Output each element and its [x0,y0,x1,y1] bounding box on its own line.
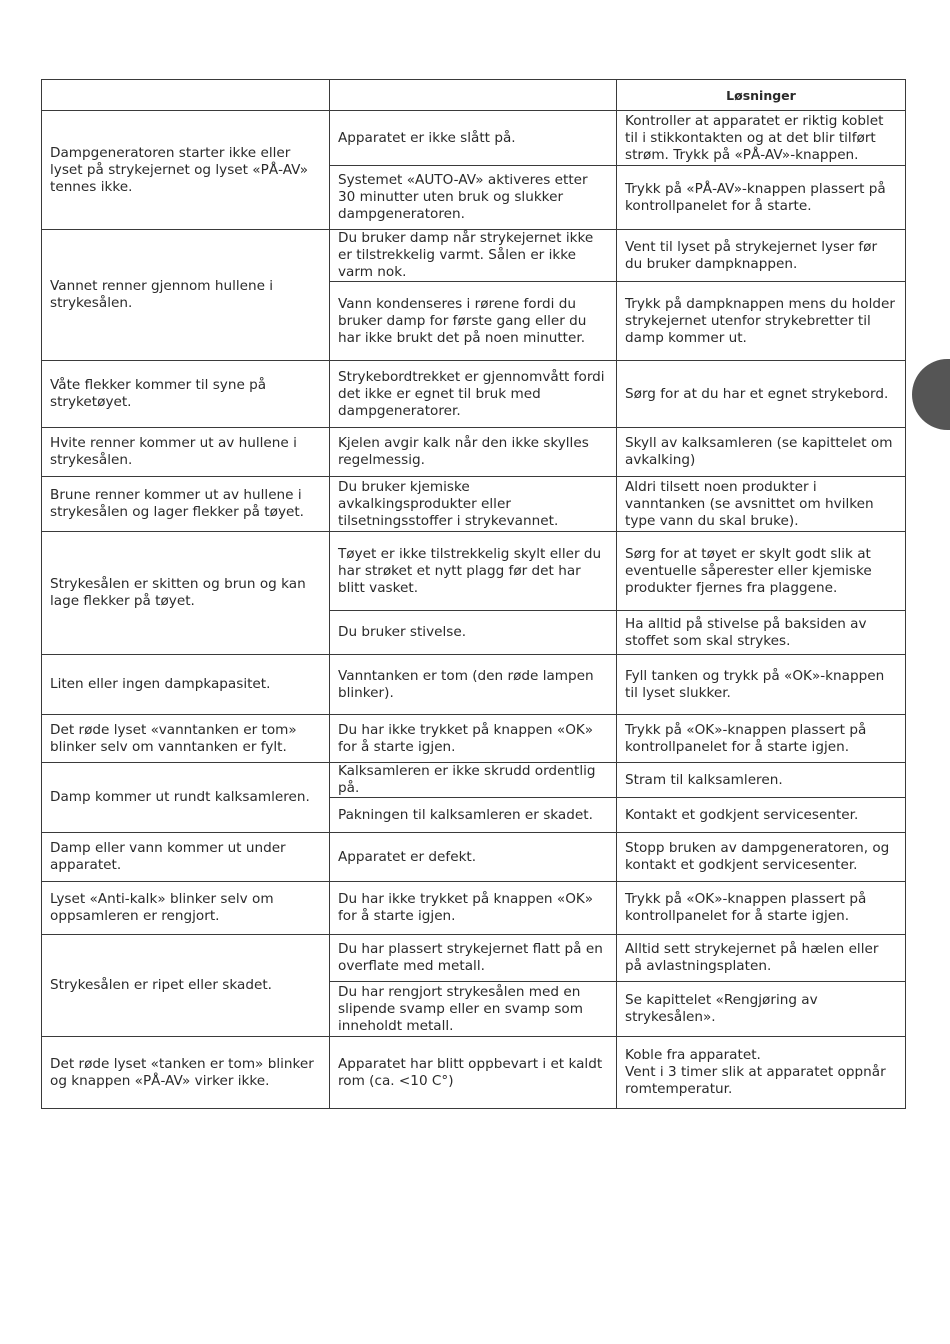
cause-cell: Du bruker kjemiske avkalkingsprodukter eller tilsetningsstoffer i strykevannet. [330,477,617,532]
solution-cell: Sørg for at tøyet er skylt godt slik at eventuelle såperester eller kjemiske produkter fjernes fra plaggene. [617,532,906,611]
solution-cell: Trykk på «OK»-knappen plassert på kontrollpanelet for å starte igjen. [617,715,906,763]
problem-cell: Strykesålen er skitten og brun og kan lage flekker på tøyet. [42,532,330,655]
solution-cell: Aldri tilsett noen produkter i vanntanken (se avsnittet om hvilken type vann du skal bruke). [617,477,906,532]
problem-cell: Damp kommer ut rundt kalksamleren. [42,763,330,833]
cause-cell: Apparatet er defekt. [330,833,617,882]
troubleshooting-table [41,79,906,1109]
section-tab [912,359,950,430]
table-body [42,111,906,1109]
table-row [42,532,906,611]
cause-cell: Du har rengjort strykesålen med en slipende svamp eller en svamp som inneholdt metall. [330,982,617,1037]
problem-cell: Våte flekker kommer til syne på stryketøyet. [42,361,330,428]
solution-cell: Kontakt et godkjent servicesenter. [617,798,906,833]
table-row [42,763,906,798]
table-row [42,230,906,282]
solution-cell: Ha alltid på stivelse på baksiden av stoffet som skal strykes. [617,611,906,655]
problem-cell: Det røde lyset «vanntanken er tom» blinker selv om vanntanken er fylt. [42,715,330,763]
cause-cell: Du bruker stivelse. [330,611,617,655]
table-row [42,833,906,882]
problem-cell: Det røde lyset «tanken er tom» blinker og knappen «PÅ-AV» virker ikke. [42,1037,330,1109]
solution-cell: Fyll tanken og trykk på «OK»-knappen til lyset slukker. [617,655,906,715]
solution-cell: Stopp bruken av dampgeneratoren, og kontakt et godkjent servicesenter. [617,833,906,882]
cause-cell: Strykebordtrekket er gjennomvått fordi det ikke er egnet til bruk med dampgeneratorer. [330,361,617,428]
solution-cell: Stram til kalksamleren. [617,763,906,798]
table-row [42,477,906,532]
problem-cell: Vannet renner gjennom hullene i strykesålen. [42,230,330,361]
header-row [42,80,906,111]
problem-cell: Liten eller ingen dampkapasitet. [42,655,330,715]
solution-cell: Sørg for at du har et egnet strykebord. [617,361,906,428]
cause-cell: Du bruker damp når strykejernet ikke er tilstrekkelig varmt. Sålen er ikke varm nok. [330,230,617,282]
problem-cell: Brune renner kommer ut av hullene i strykesålen og lager flekker på tøyet. [42,477,330,532]
table-row [42,655,906,715]
solution-cell: Koble fra apparatet. Vent i 3 timer slik at apparatet oppnår romtemperatur. [617,1037,906,1109]
table-row [42,935,906,982]
problem-cell: Dampgeneratoren starter ikke eller lyset på strykejernet og lyset «PÅ-AV» tennes ikke. [42,111,330,230]
solution-cell: Skyll av kalksamleren (se kapittelet om avkalking) [617,428,906,477]
cause-cell: Kalksamleren er ikke skrudd ordentlig på. [330,763,617,798]
problem-cell: Strykesålen er ripet eller skadet. [42,935,330,1037]
cause-cell: Tøyet er ikke tilstrekkelig skylt eller du har strøket et nytt plagg før det har blitt vasket. [330,532,617,611]
cause-cell: Kjelen avgir kalk når den ikke skylles regelmessig. [330,428,617,477]
table-row [42,111,906,166]
cause-cell: Pakningen til kalksamleren er skadet. [330,798,617,833]
table-row [42,428,906,477]
solution-cell: Se kapittelet «Rengjøring av strykesålen». [617,982,906,1037]
cause-cell: Du har ikke trykket på knappen «OK» for å starte igjen. [330,882,617,935]
problem-cell: Hvite renner kommer ut av hullene i strykesålen. [42,428,330,477]
solution-cell: Trykk på «PÅ-AV»-knappen plassert på kontrollpanelet for å starte. [617,166,906,230]
cause-cell: Apparatet er ikke slått på. [330,111,617,166]
solution-cell: Trykk på dampknappen mens du holder strykejernet utenfor strykebretter til damp kommer ut. [617,282,906,361]
header-problem [42,80,330,111]
cause-cell: Systemet «AUTO-AV» aktiveres etter 30 minutter uten bruk og slukker dampgeneratoren. [330,166,617,230]
problem-cell: Lyset «Anti-kalk» blinker selv om oppsamleren er rengjort. [42,882,330,935]
cause-cell: Apparatet har blitt oppbevart i et kaldt rom (ca. <10 C°) [330,1037,617,1109]
table-row [42,715,906,763]
problem-cell: Damp eller vann kommer ut under apparatet. [42,833,330,882]
cause-cell: Du har plassert strykejernet flatt på en overflate med metall. [330,935,617,982]
table-row [42,882,906,935]
header-solution: Løsninger [617,80,906,111]
cause-cell: Vanntanken er tom (den røde lampen blinker). [330,655,617,715]
cause-cell: Du har ikke trykket på knappen «OK» for å starte igjen. [330,715,617,763]
solution-cell: Trykk på «OK»-knappen plassert på kontrollpanelet for å starte igjen. [617,882,906,935]
table-row [42,361,906,428]
solution-cell: Alltid sett strykejernet på hælen eller på avlastningsplaten. [617,935,906,982]
header-cause [330,80,617,111]
cause-cell: Vann kondenseres i rørene fordi du bruker damp for første gang eller du har ikke brukt det på noen minutter. [330,282,617,361]
table-row [42,1037,906,1109]
solution-cell: Vent til lyset på strykejernet lyser før du bruker dampknappen. [617,230,906,282]
solution-cell: Kontroller at apparatet er riktig koblet til i stikkontakten og at det blir tilført strøm. Trykk på «PÅ-AV»-knappen. [617,111,906,166]
